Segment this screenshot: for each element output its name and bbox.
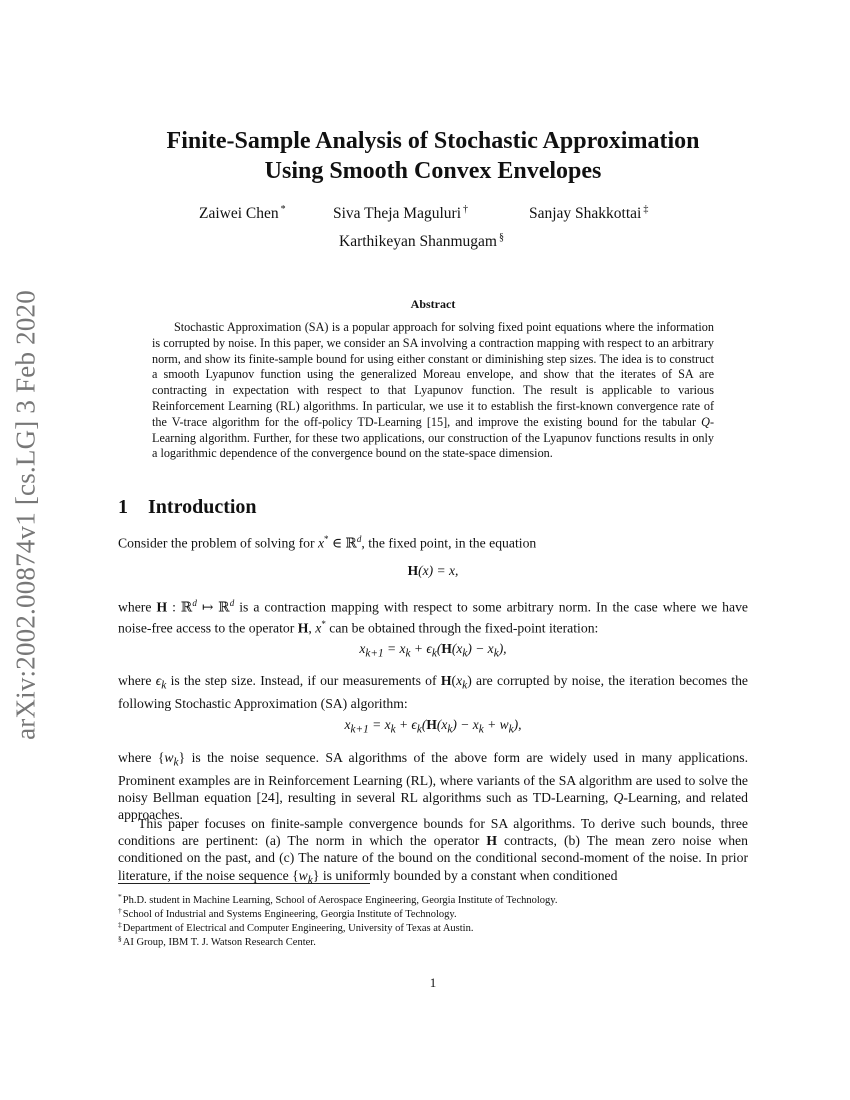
title-line-1: Finite-Sample Analysis of Stochastic Approximation [166, 128, 700, 154]
author: Zaiwei Chen * [199, 204, 286, 222]
footnote: †School of Industrial and Systems Engineering, Georgia Institute of Technology. [118, 906, 457, 920]
intro-paragraph-3: where $\epsilon_k$ is the step size. Instead, if our measurements of $H(x_k)$ are corrupted by noise, the iteration becomes the following Stochastic Approximation (SA) algorithm: [118, 673, 749, 711]
abstract-body: Stochastic Approximation (SA) is a popular approach for solving fixed point equations where the information is corrupted by noise. In this paper, we consider an SA involving a contraction mapping with respect to an arbitrary norm, and show its finite-sample bound for using either constant or diminishing step sizes. The idea is to construct a smooth Lyapunov function using the generalized Moreau envelope, and show that the iterates of SA are contracting in expectation with respect to that Lyapunov function. The result is applicable to various Reinforcement Learning (RL) algorithms. In particular, we use it to establish the first-known convergence rate of the V-trace algorithm for the off-policy TD-Learning [15], and improve the existing bound for the tabular Q-Learning algorithm. Further, for these two applications, our construction of the Lyapunov functions results in only a logarithmic dependence of the convergence bound on the state-space dimension. [152, 320, 714, 461]
intro-paragraph-4: where $\{w_k\}$ is the noise sequence. SA algorithms of the above form are widely used in many applications. Prominent examples are in Reinforcement Learning (RL), where variants of the SA algorithm are used to solve the noisy Bellman equation [24], resulting in several RL algorithms such as TD-Learning, Q-Learning, and related approaches. [118, 750, 748, 823]
page-number: 1 [429, 975, 437, 990]
title-line-2: Using Smooth Convex Envelopes [264, 158, 602, 184]
intro-paragraph-2: where H : ℝ$^d$ ↦ ℝ$^d$ is a contraction mapping with respect to some arbitrary norm. In the case where we have noise-free access to the operator H, x* can be obtained through the fixed-point iteration: [118, 598, 748, 636]
paper-title [100, 126, 766, 186]
footnote: *Ph.D. student in Machine Learning, School of Aerospace Engineering, Georgia Institute of Technology. [118, 892, 558, 906]
equation-2: $x_{k+1} = x_k + \epsilon_k(H(x_k) - x_k)$, [359, 641, 507, 660]
author: Karthikeyan Shanmugam § [339, 232, 504, 250]
footnote: ‡Department of Electrical and Computer Engineering, University of Texas at Austin. [118, 920, 474, 934]
intro-paragraph-5: This paper focuses on finite-sample convergence bounds for SA algorithms. To derive such bounds, three conditions are pertinent: (a) The norm in which the operator H contracts, (b) The mean zero noise when conditioned on the past, and (c) The nature of the bound on the conditional second-moment of the noise. In prior literature, if the noise sequence $\{w_k\}$ is uniformly bounded by a constant when conditioned [118, 816, 748, 887]
abstract-heading: Abstract [410, 297, 456, 311]
intro-paragraph-1: Consider the problem of solving for x* ∈ ℝ$^d$, the fixed point, in the equation [118, 534, 537, 551]
author: Siva Theja Maguluri † [333, 204, 468, 222]
arxiv-watermark: arXiv:2002.00874v1 [cs.LG] 3 Feb 2020 [10, 290, 41, 740]
equation-3: $x_{k+1} = x_k + \epsilon_k(H(x_k) - x_k + w_k)$, [344, 717, 522, 736]
footnote: §AI Group, IBM T. J. Watson Research Center. [118, 934, 316, 948]
author: Sanjay Shakkottai ‡ [529, 204, 649, 222]
footnote-rule [118, 883, 370, 884]
equation-1: H(x) = x, [407, 563, 459, 578]
section-heading: 1 Introduction [118, 496, 257, 518]
